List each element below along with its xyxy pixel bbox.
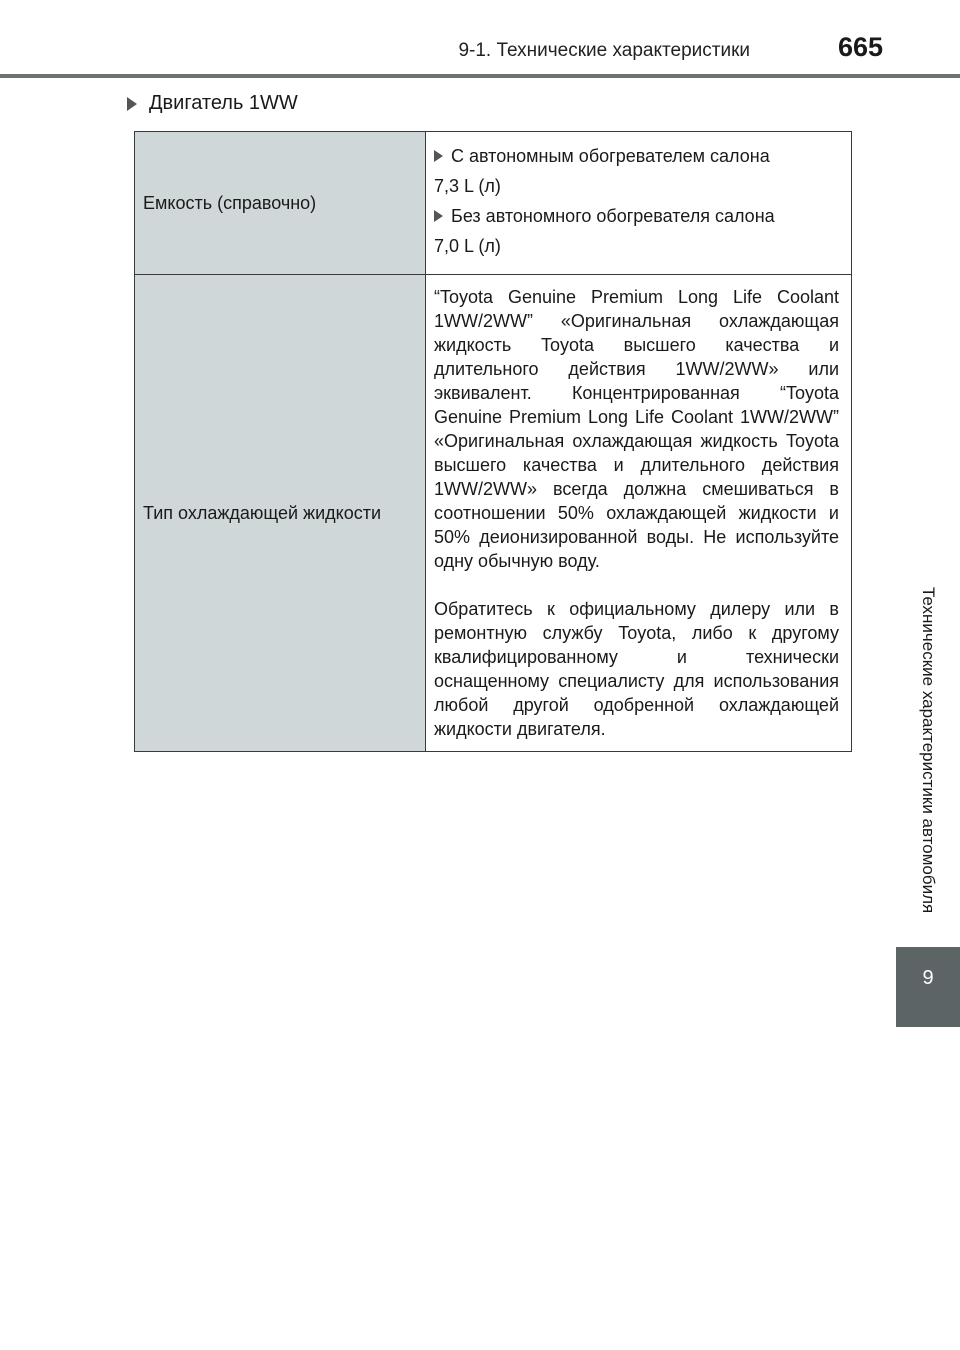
coolant-dealer-note: Обратитесь к официальному дилеру или в ремонтную службу Toyota, либо к другому квалифицированному и технически оснащенному специалисту для использования любой другой одобренной охлаждающей жидкости двигателя. bbox=[434, 599, 839, 739]
header-rule bbox=[0, 74, 960, 78]
without-heater-option bbox=[434, 204, 839, 228]
side-tab-text: Технические характеристики автомобиля bbox=[919, 586, 938, 914]
without-heater-text: Без автономного обогревателя салона bbox=[451, 206, 775, 226]
with-heater-option bbox=[434, 144, 839, 168]
side-tab-label bbox=[896, 560, 960, 940]
spec-table bbox=[134, 131, 852, 752]
coolant-description: “Toyota Genuine Premium Long Life Coolant 1WW/2WW” «Оригинальная охлаждающая жидкость Toyota высшего качества и длительного действия 1WW/2WW» или эквивалент. Концентрированная “Toyota Genuine Premium Long Life Coolant 1WW/2WW” «Оригинальная охлаждающая жидкость Toyota высшего качества и длительного действия 1WW/2WW» всегда должна смешиваться в соотношении 50% охлаждающей жидкости и 50% деионизированной воды. Не используйте одну обычную воду. bbox=[434, 287, 839, 571]
page-header bbox=[0, 0, 960, 80]
triangle-right-icon bbox=[434, 150, 443, 162]
page-number: 665 bbox=[837, 32, 883, 62]
section-heading-text: Двигатель 1WW bbox=[149, 92, 298, 114]
section-title: 9-1. Технические характеристики bbox=[458, 40, 750, 61]
with-heater-text: С автономным обогревателем салона bbox=[451, 146, 770, 166]
section-heading bbox=[127, 92, 298, 115]
table-row-coolant bbox=[135, 275, 852, 752]
chapter-number-box bbox=[896, 947, 960, 1027]
capacity-value bbox=[426, 132, 852, 275]
triangle-right-icon bbox=[127, 97, 137, 111]
coolant-label: Тип охлаждающей жидкости bbox=[135, 275, 426, 752]
without-heater-volume: 7,0 L (л) bbox=[434, 236, 501, 256]
table-row-capacity bbox=[135, 132, 852, 275]
with-heater-volume: 7,3 L (л) bbox=[434, 176, 501, 196]
coolant-value bbox=[426, 275, 852, 752]
capacity-label: Емкость (справочно) bbox=[135, 132, 426, 275]
triangle-right-icon bbox=[434, 210, 443, 222]
chapter-number: 9 bbox=[922, 967, 934, 989]
